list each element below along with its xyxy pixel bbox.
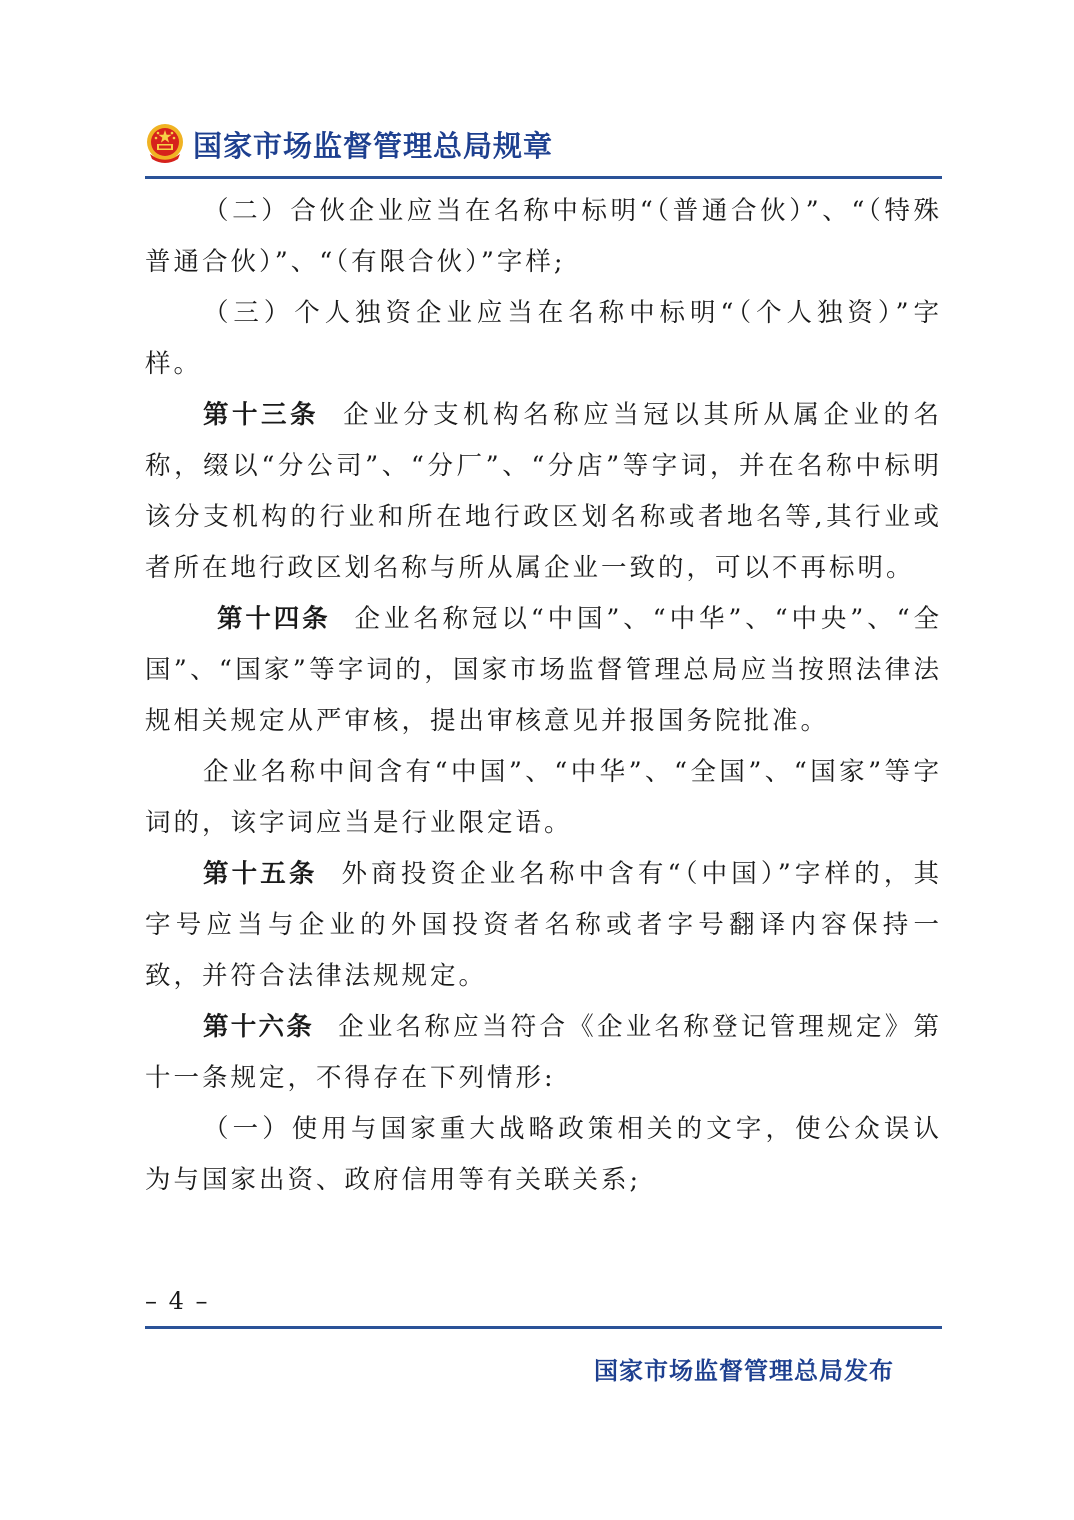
paragraph-text: （二）合伙企业应当在名称中标明“（普通合伙）”、“（特殊普通合伙）”、“（有限合伙）”字样;: [145, 196, 942, 277]
document-header: [145, 118, 940, 170]
article-14: [145, 594, 942, 747]
article-number: 第十四条: [217, 604, 331, 634]
header-title: 国家市场监督管理总局规章: [193, 128, 554, 163]
article-16: [145, 1002, 942, 1104]
paragraph-text: 企业分支机构名称应当冠以其所从属企业的名称，缀以“分公司”、“分厂”、“分店”等字词，并在名称中标明该分支机构的行业和所在地行政区划名称或者地名等,其行业或者所在地行政区划名称与所从属企业一致的，可以不再标明。: [145, 400, 942, 583]
paragraph-text: （三）个人独资企业应当在名称中标明“（个人独资）”字样。: [145, 298, 942, 379]
paragraph: [145, 1104, 942, 1206]
article-number: 第十六条: [203, 1012, 315, 1042]
paragraph-text: （一）使用与国家重大战略政策相关的文字，使公众误认为与国家出资、政府信用等有关联关系;: [145, 1114, 942, 1195]
article-13: [145, 390, 942, 594]
paragraph-text: 企业名称应当符合《企业名称登记管理规定》第十一条规定，不得存在下列情形:: [145, 1012, 942, 1093]
footer-publisher: 国家市场监督管理总局发布: [594, 1357, 894, 1385]
document-body: [145, 186, 942, 1206]
header-divider: [145, 176, 942, 179]
paragraph-text: 企业名称中间含有“中国”、“中华”、“全国”、“国家”等字词的，该字词应当是行业限定语。: [145, 757, 942, 838]
paragraph: [145, 186, 942, 288]
paragraph: [145, 747, 942, 849]
paragraph-text: 企业名称冠以“中国”、“中华”、“中央”、“全国”、“国家”等字词的，国家市场监督管理总局应当按照法律法规相关规定从严审核，提出审核意见并报国务院批准。: [145, 604, 942, 736]
paragraph: [145, 288, 942, 390]
article-number: 第十三条: [203, 400, 320, 430]
article-15: [145, 849, 942, 1002]
footer-divider: [145, 1326, 942, 1329]
paragraph-text: 外商投资企业名称中含有“（中国）”字样的，其字号应当与企业的外国投资者名称或者字号翻译内容保持一致，并符合法律法规规定。: [145, 859, 942, 991]
national-emblem-icon: [145, 121, 185, 167]
article-number: 第十五条: [203, 859, 318, 889]
page-number: – 4 –: [145, 1287, 210, 1315]
